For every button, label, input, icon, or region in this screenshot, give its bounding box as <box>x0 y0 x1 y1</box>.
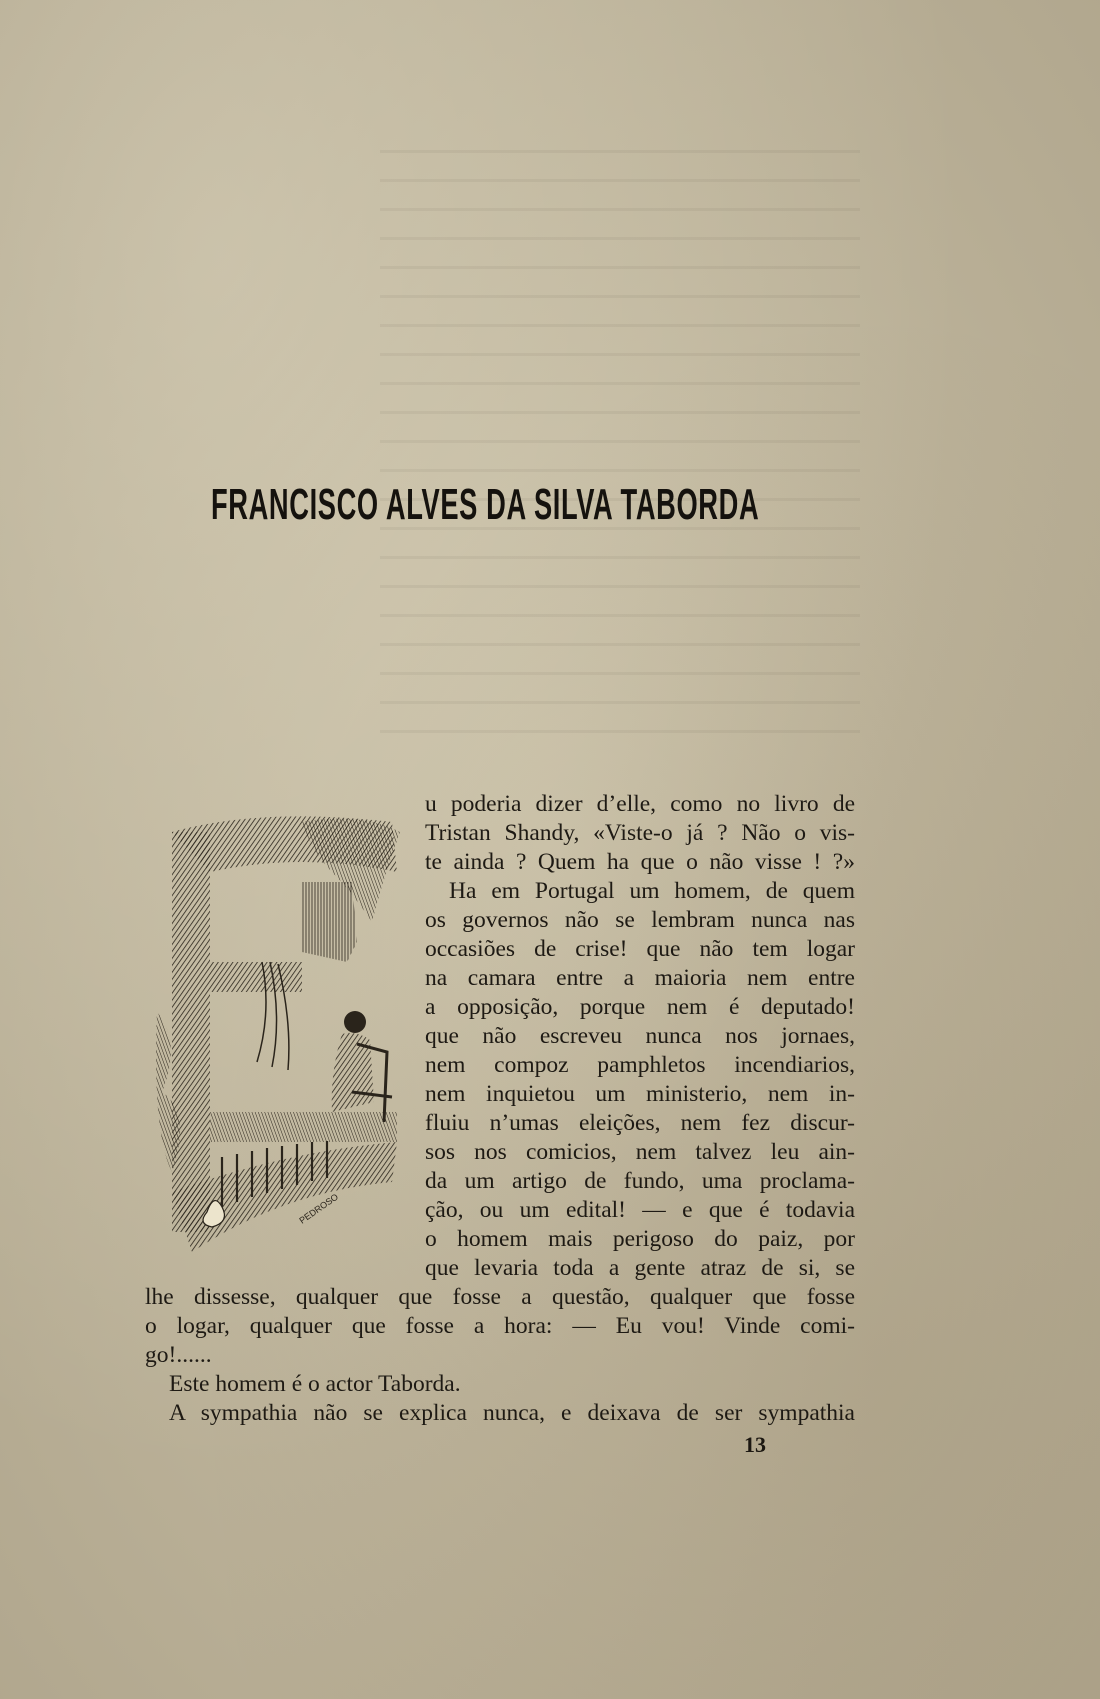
page-number: 13 <box>744 1432 766 1457</box>
text-line: nem compoz pamphletos incendiarios, <box>425 1052 855 1078</box>
body-text <box>145 790 855 1428</box>
bleed-through-texture <box>380 150 860 750</box>
text-line: lhe dissesse, qualquer que fosse a questão, qualquer que fosse <box>145 1284 855 1310</box>
text-line: Tristan Shandy, «Viste-o já ? Não o vis- <box>425 820 855 846</box>
text-line: sos nos comicios, nem talvez leu ain- <box>425 1139 855 1165</box>
text-line: os governos não se lembram nunca nas <box>425 907 855 933</box>
text-line: Este homem é o actor Taborda. <box>169 1371 461 1397</box>
text-line: A sympathia não se explica nunca, e deixava de ser sympathia <box>169 1400 855 1426</box>
text-line: u poderia dizer d’elle, como no livro de <box>425 791 855 817</box>
text-line: o logar, qualquer que fosse a hora: — Eu vou! Vinde comi- <box>145 1313 855 1339</box>
engraving-signature: PEDROSO <box>297 1191 341 1226</box>
text-line: fluiu n’umas eleições, nem fez discur- <box>425 1110 855 1136</box>
text-line: a opposição, porque nem é deputado! <box>425 994 855 1020</box>
text-line: Ha em Portugal um homem, de quem <box>449 878 855 904</box>
text-line: occasiões de crise! que não tem logar <box>425 936 855 962</box>
text-line: nem inquietou um ministerio, nem in- <box>425 1081 855 1107</box>
text-line: que levaria toda a gente atraz de si, se <box>425 1255 855 1281</box>
text-line: que não escreveu nunca nos jornaes, <box>425 1023 855 1049</box>
text-line: ção, ou um edital! — e que é todavia <box>425 1197 855 1223</box>
text-line: te ainda ? Quem ha que o não visse ! ?» <box>425 849 855 875</box>
page-title: FRANCISCO ALVES DA SILVA TABORDA <box>211 480 760 529</box>
text-line: go!...... <box>145 1342 212 1368</box>
text-line: na camara entre a maioria nem entre <box>425 965 855 991</box>
text-line: da um artigo de fundo, uma proclama- <box>425 1168 855 1194</box>
text-line: o homem mais perigoso do paiz, por <box>425 1226 855 1252</box>
